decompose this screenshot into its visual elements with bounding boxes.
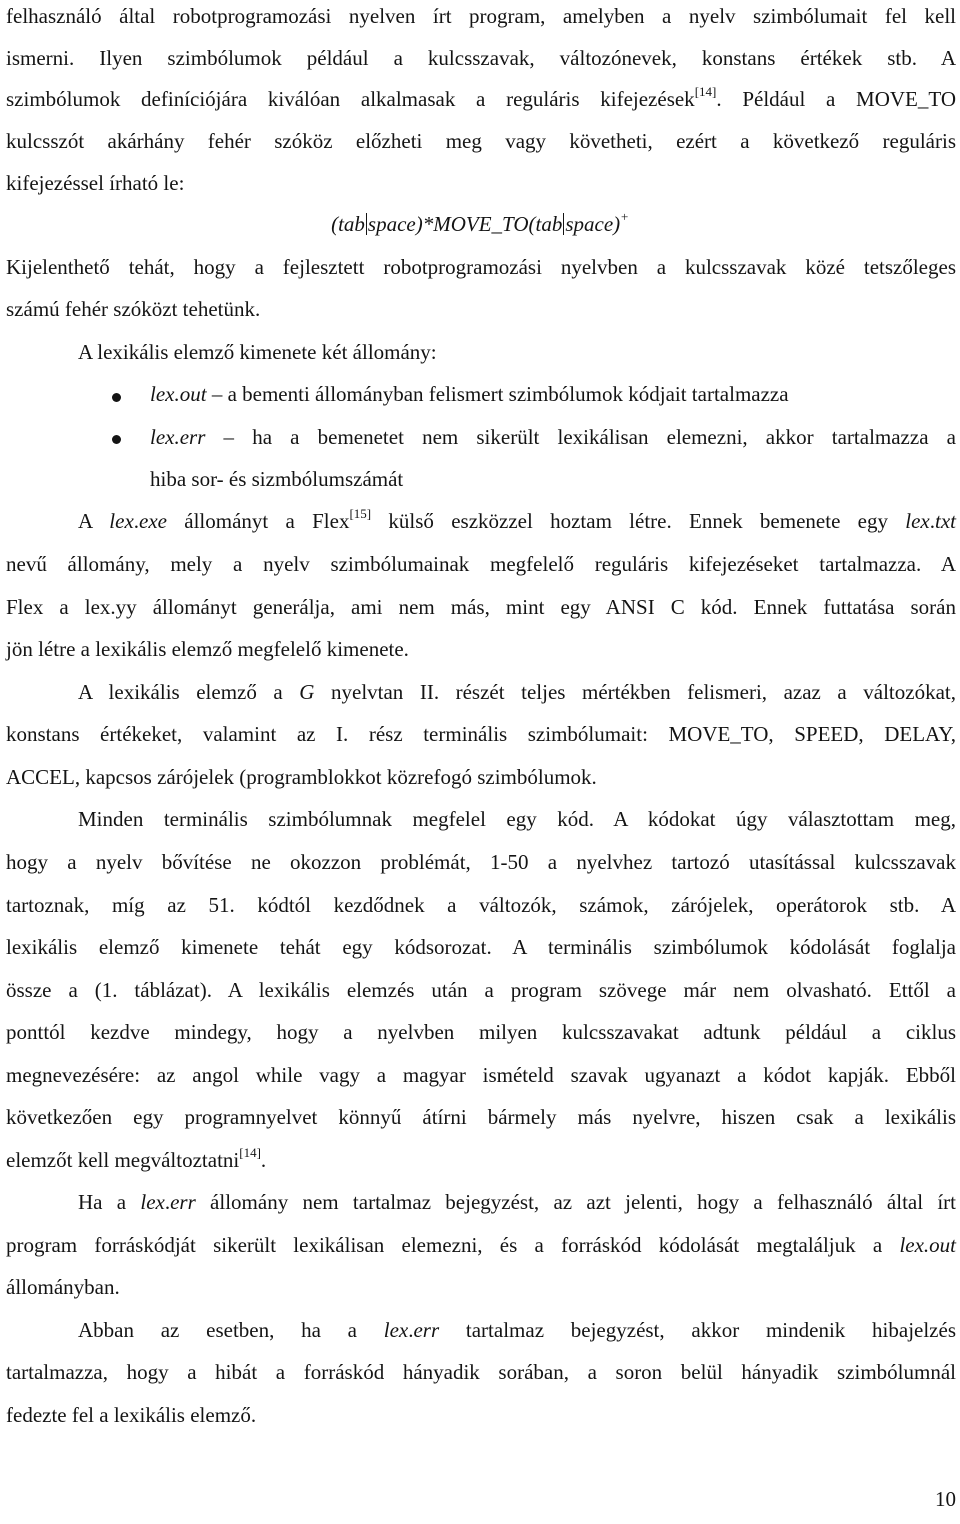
text-line: konstans értékeket, valamint az I. rész terminális szimbólumait: MOVE_TO, SPEED, DELAY,	[6, 722, 956, 746]
formula-pipe	[366, 213, 367, 235]
text-line: nevű állomány, mely a nyelv szimbólumainak megfelelő reguláris kifejezéseket tartalmazza. A	[6, 552, 956, 576]
text-line: elemzőt kell megváltoztatni[14].	[6, 1145, 267, 1172]
text-line: tartalmazza, hogy a hibát a forráskód hányadik sorában, a soron belül hányadik szimbólumnál	[6, 1360, 956, 1384]
formula-superscript: +	[620, 209, 629, 224]
regex-formula: (tab space)*MOVE_TO(tab space)+	[331, 209, 629, 236]
text-line: kulcsszót akárhány fehér szóköz előzheti meg vagy követheti, ezért a következő reguláris	[6, 129, 956, 153]
text-line: ismerni. Ilyen szimbólumok például a kulcsszavak, változónevek, konstans értékek stb. A	[6, 46, 956, 70]
text-line: program forráskódját sikerült lexikálisan elemezni, és a forráskód kódolását megtaláljuk a lex.out	[6, 1233, 956, 1257]
text-line: Kijelenthető tehát, hogy a fejlesztett robotprogramozási nyelvben a kulcsszavak közé tetszőleges	[6, 255, 956, 279]
text-line: fedezte fel a lexikális elemző.	[6, 1403, 257, 1427]
text-line: Flex a lex.yy állományt generálja, ami nem más, mint egy ANSI C kód. Ennek futtatása során	[6, 595, 956, 619]
text-line: A lexikális elemző a G nyelvtan II. részét teljes mértékben felismeri, azaz a változókat,	[78, 680, 956, 704]
text-line: Abban az esetben, ha a lex.err tartalmaz bejegyzést, akkor mindenik hibajelzés	[78, 1318, 956, 1342]
list-item: lex.err – ha a bemenetet nem sikerült lexikálisan elemezni, akkor tartalmazza a	[150, 425, 956, 449]
citation-ref: [14]	[239, 1145, 261, 1160]
text-line: felhasználó által robotprogramozási nyelven írt program, amelyben a nyelv szimbólumait fel kell	[6, 4, 956, 28]
text-line: állományban.	[6, 1275, 120, 1299]
text-line: lexikális elemző kimenete tehát egy kódsorozat. A terminális szimbólumok kódolását foglalja	[6, 935, 956, 959]
text-line: szimbólumok definíciójára kiválóan alkalmasak a reguláris kifejezések[14]. Például a MOVE_TO	[6, 84, 956, 111]
text-line: ACCEL, kapcsos zárójelek (programblokkot közrefogó szimbólumok.	[6, 765, 597, 789]
text-line: kifejezéssel írható le:	[6, 171, 185, 195]
bullet-icon	[112, 393, 121, 402]
text-line: megnevezésére: az angol while vagy a magyar ismételd szavak ugyanazt a kódot kapják. Ebből	[6, 1063, 956, 1087]
list-item-continuation: hiba sor- és sizmbólumszámát	[150, 467, 404, 491]
text-line: A lexikális elemző kimenete két állomány:	[78, 340, 437, 364]
citation-ref: [14]	[694, 84, 717, 99]
text-line: össze a (1. táblázat). A lexikális elemzés után a program szövege már nem olvasható. Ettől a	[6, 978, 956, 1002]
text-line: ponttól kezdve mindegy, hogy a nyelvben milyen kulcsszavakat adtunk például a ciklus	[6, 1020, 956, 1044]
text-line: hogy a nyelv bővítése ne okozzon problémát, 1-50 a nyelvhez tartozó utasítással kulcsszavak	[6, 850, 956, 874]
page-number: 10	[935, 1487, 956, 1511]
text-line: számú fehér szóközt tehetünk.	[6, 297, 261, 321]
text-line: A lex.exe állományt a Flex[15] külső eszközzel hoztam létre. Ennek bemenete egy lex.txt	[78, 506, 956, 533]
text-line: tartoznak, míg az 51. kódtól kezdődnek a változók, számok, zárójelek, operátorok stb. A	[6, 893, 956, 917]
citation-ref: [15]	[349, 506, 372, 521]
bullet-icon	[112, 435, 121, 444]
text-line: Minden terminális szimbólumnak megfelel egy kód. A kódokat úgy választottam meg,	[78, 807, 956, 831]
list-item: lex.out – a bementi állományban felismert szimbólumok kódjait tartalmazza	[150, 382, 789, 406]
text-line: Ha a lex.err állomány nem tartalmaz bejegyzést, az azt jelenti, hogy a felhasználó által írt	[78, 1190, 956, 1214]
text-line: következően egy programnyelvet könnyű átírni bármely más nyelvre, hiszen csak a lexikális	[6, 1105, 956, 1129]
text-line: jön létre a lexikális elemző megfelelő kimenete.	[6, 637, 409, 661]
